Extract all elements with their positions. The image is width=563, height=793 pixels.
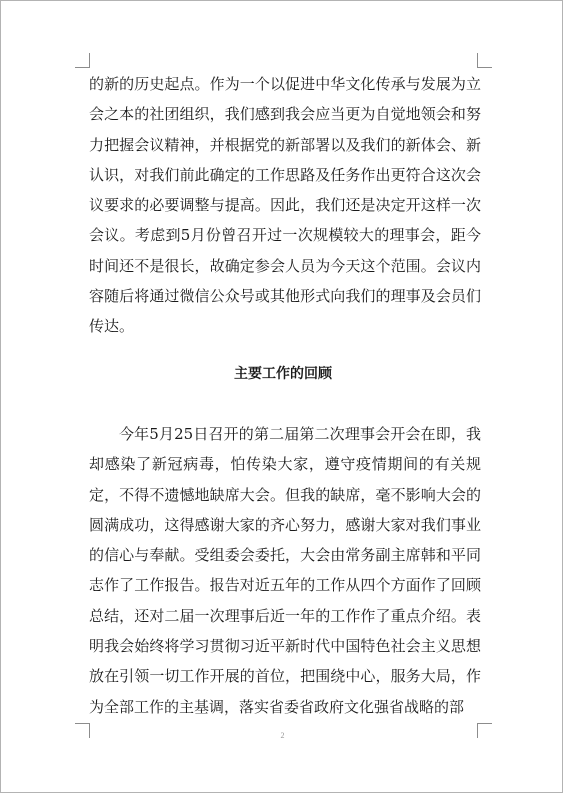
section-heading: 主要工作的回顾 [234,366,332,382]
body-paragraph-review: 今年5月25日召开的第二届第二次理事会开会在即，我却感染了新冠病毒，怕传染大家，遵守疫情期间的有关规定，不得不遗憾地缺席大会。但我的缺席，毫不影响大会的圆满成功，这得感谢大家的齐心努力，感谢大家对我们事业的信心与奉献。受组委会委托，大会由常务副主席韩和平同志作了工作报告。报告对近五年的工作从四个方面作了回顾总结，还对二届一次理事后近一年的工作作了重点介绍。表明我会始终将学习贯彻习近平新时代中国特色社会主义思想放在引领一切工作开展的首位，把围绕中心，服务大局，作为全部工作的主基调，落实省委省政府文化强省战略的部 [89,425,481,716]
margin-mark-top-left [75,53,90,68]
body-paragraph-continued: 的新的历史起点。作为一个以促进中华文化传承与发展为立会之本的社团组织，我们感到我会应当更为自觉地领会和努力把握会议精神，并根据党的新部署以及我们的新体会、新认识，对我们前此确定的工作思路及任务作出更符合这次会议要求的必要调整与提高。因此，我们还是决定开这样一次会议。考虑到5月份曾召开过一次规模较大的理事会，距今时间还不是很长，故确定参会人员为今天这个范围。会议内容随后将通过微信公众号或其他形式向我们的理事及会员们传达。 [89,75,481,336]
page-number: 2 [280,731,285,740]
margin-mark-top-right [477,53,492,68]
